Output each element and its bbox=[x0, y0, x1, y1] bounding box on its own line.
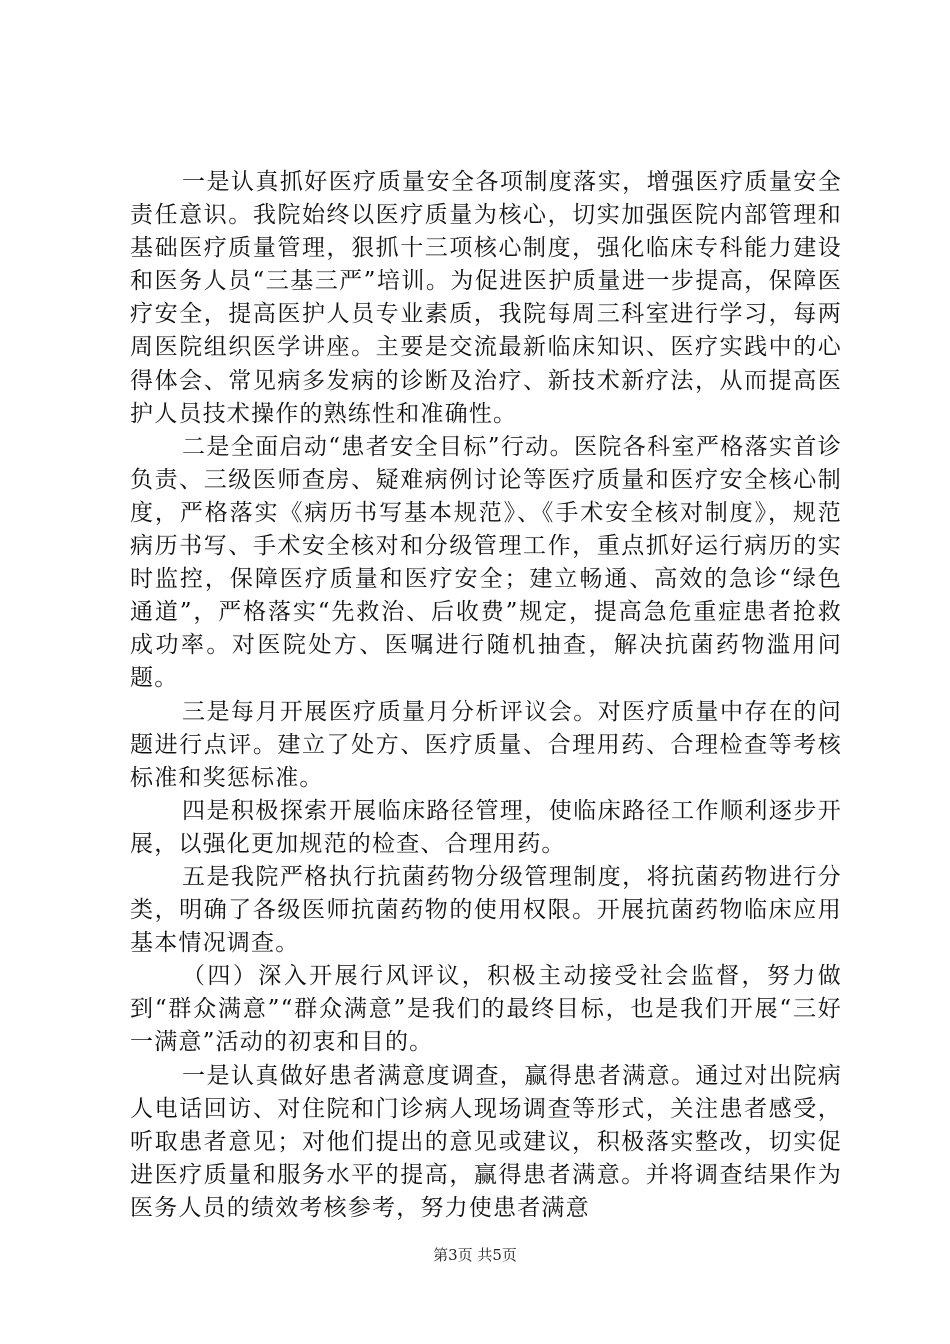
paragraph-clinical-pathway: 四是积极探索开展临床路径管理，使临床路径工作顺利逐步开展，以强化更加规范的检查、合理用药。 bbox=[130, 797, 842, 857]
page-number-footer: 第3页 共5页 bbox=[433, 1246, 517, 1264]
paragraph-monthly-review: 三是每月开展医疗质量月分析评议会。对医疗质量中存在的问题进行点评。建立了处方、医疗质量、合理用药、合理检查等考核标准和奖惩标准。 bbox=[130, 698, 842, 791]
paragraph-patient-safety: 二是全面启动“患者安全目标”行动。医院各科室严格落实首诊负责、三级医师查房、疑难病例讨论等医疗质量和医疗安全核心制度，严格落实《病历书写基本规范》、《手术安全核对制度》，规范病历书写、手术安全核对和分级管理工作，重点抓好运行病历的实时监控，保障医疗质量和医疗安全；建立畅通、高效的急诊“绿色通道”，严格落实“先救治、后收费”规定，提高急危重症患者抢救成功率。对医院处方、医嘱进行随机抽查，解决抗菌药物滥用问题。 bbox=[130, 433, 842, 692]
paragraph-antibiotics: 五是我院严格执行抗菌药物分级管理制度，将抗菌药物进行分类，明确了各级医师抗菌药物的使用权限。开展抗菌药物临床应用基本情况调查。 bbox=[130, 863, 842, 957]
paragraph-quality-safety: 一是认真抓好医疗质量安全各项制度落实，增强医疗质量安全责任意识。我院始终以医疗质量为核心，切实加强医院内部管理和基础医疗质量管理，狠抓十三项核心制度，强化临床专科能力建设和医务人员“三基三严”培训。为促进医护质量进一步提高，保障医疗安全，提高医护人员专业素质，我院每周三科室进行学习，每两周医院组织医学讲座。主要是交流最新临床知识、医疗实践中的心得体会、常见病多发病的诊断及治疗、新技术新疗法，从而提高医护人员技术操作的熟练性和准确性。 bbox=[130, 169, 842, 427]
document-body bbox=[130, 166, 842, 1225]
paragraph-satisfaction-survey: 一是认真做好患者满意度调查，赢得患者满意。通过对出院病人电话回访、对住院和门诊病人现场调查等形式，关注患者感受，听取患者意见；对他们提出的意见或建议，积极落实整改，切实促进医疗质量和服务水平的提高，赢得患者满意。并将调查结果作为医务人员的绩效考核参考，努力使患者满意 bbox=[130, 1062, 842, 1221]
paragraph-section-four: （四）深入开展行风评议，积极主动接受社会监督，努力做到“群众满意”“群众满意”是我们的最终目标，也是我们开展“三好一满意”活动的初衷和目的。 bbox=[130, 963, 842, 1056]
